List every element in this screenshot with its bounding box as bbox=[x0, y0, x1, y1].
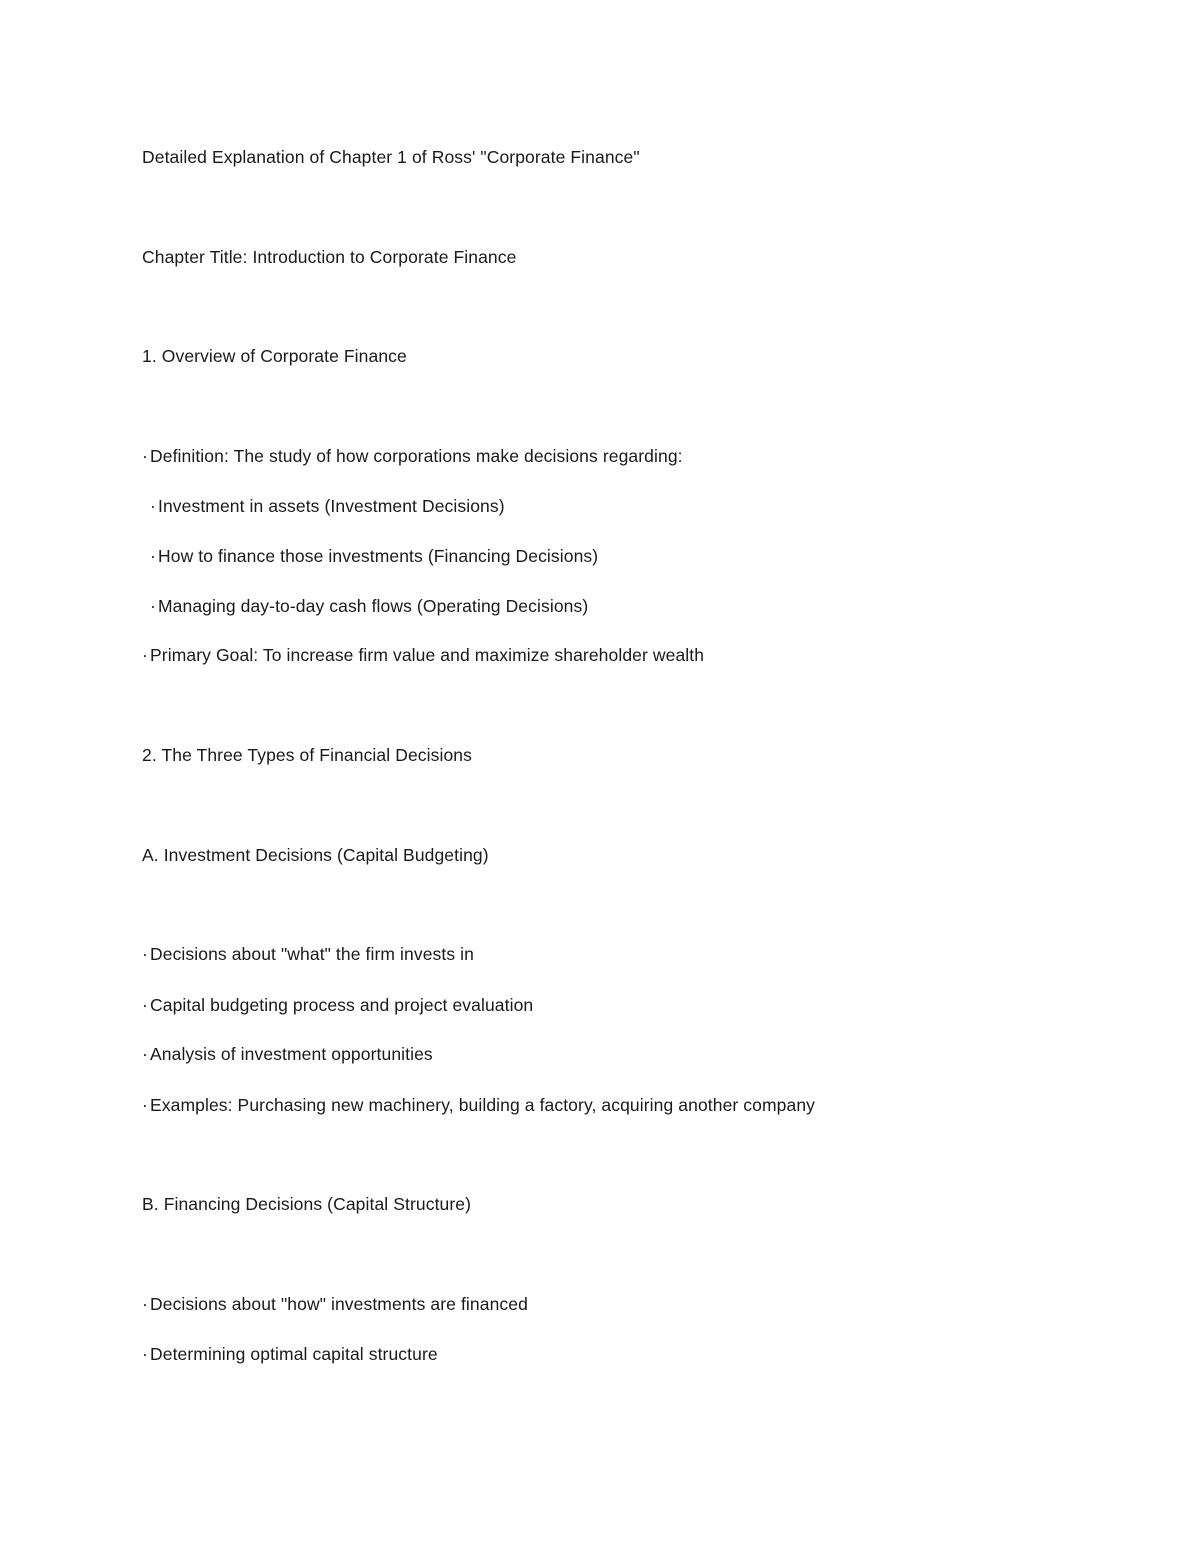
list-item bbox=[142, 1042, 433, 1066]
sub-bullet-text: Managing day-to-day cash flows (Operating Decisions) bbox=[158, 596, 589, 616]
bullet-glyph: · bbox=[142, 1344, 148, 1364]
list-item-text: Decisions about "how" investments are financed bbox=[150, 1294, 528, 1314]
sub-bullet-financing bbox=[150, 544, 598, 568]
bullet-glyph: · bbox=[150, 546, 156, 566]
list-item-text: Capital budgeting process and project evaluation bbox=[150, 995, 534, 1015]
list-item bbox=[142, 993, 533, 1017]
sub-bullet-text: Investment in assets (Investment Decisions) bbox=[158, 496, 505, 516]
subsection-b-heading: B. Financing Decisions (Capital Structure) bbox=[142, 1194, 472, 1214]
list-item bbox=[142, 942, 474, 966]
bullet-glyph: · bbox=[150, 496, 156, 516]
primary-goal-bullet bbox=[142, 643, 704, 667]
primary-goal-text: Primary Goal: To increase firm value and maximize shareholder wealth bbox=[150, 645, 705, 665]
list-item bbox=[142, 1342, 438, 1366]
list-item-text: Analysis of investment opportunities bbox=[150, 1044, 433, 1064]
bullet-glyph: · bbox=[142, 1294, 148, 1314]
list-item-text: Examples: Purchasing new machinery, building a factory, acquiring another company bbox=[150, 1095, 816, 1115]
sub-bullet-operating bbox=[150, 594, 588, 618]
sub-bullet-text: How to finance those investments (Financing Decisions) bbox=[158, 546, 599, 566]
section-1-heading: 1. Overview of Corporate Finance bbox=[142, 346, 407, 366]
bullet-glyph: · bbox=[150, 596, 156, 616]
section-2-heading: 2. The Three Types of Financial Decisions bbox=[142, 745, 472, 765]
bullet-glyph: · bbox=[142, 645, 148, 665]
list-item bbox=[142, 1093, 815, 1117]
subsection-a-heading: A. Investment Decisions (Capital Budgeting) bbox=[142, 845, 489, 865]
bullet-glyph: · bbox=[142, 1095, 148, 1115]
bullet-glyph: · bbox=[142, 944, 148, 964]
list-item-text: Decisions about "what" the firm invests in bbox=[150, 944, 474, 964]
bullet-glyph: · bbox=[142, 446, 148, 466]
list-item-text: Determining optimal capital structure bbox=[150, 1344, 438, 1364]
sub-bullet-investment bbox=[150, 494, 505, 518]
definition-bullet bbox=[142, 444, 683, 468]
bullet-glyph: · bbox=[142, 995, 148, 1015]
definition-text: Definition: The study of how corporations make decisions regarding: bbox=[150, 446, 683, 466]
bullet-glyph: · bbox=[142, 1044, 148, 1064]
chapter-title: Chapter Title: Introduction to Corporate Finance bbox=[142, 247, 517, 267]
document-title: Detailed Explanation of Chapter 1 of Ross' "Corporate Finance" bbox=[142, 147, 640, 167]
list-item bbox=[142, 1292, 528, 1316]
